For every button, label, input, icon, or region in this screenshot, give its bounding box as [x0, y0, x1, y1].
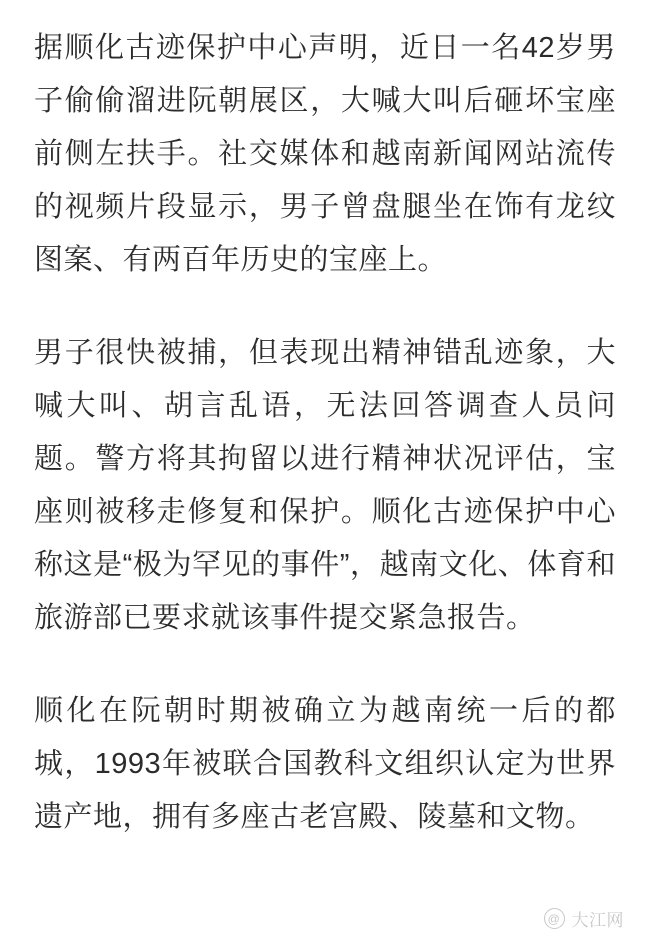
watermark — [544, 906, 625, 931]
article-paragraph: 据顺化古迹保护中心声明，近日一名42岁男子偷偷溜进阮朝展区，大喊大叫后砸坏宝座前侧左扶手。社交媒体和越南新闻网站流传的视频片段显示，男子曾盘腿坐在饰有龙纹图案、有两百年历史的宝座上。 — [34, 32, 616, 276]
article-paragraph: 顺化在阮朝时期被确立为越南统一后的都城，1993年被联合国教科文组织认定为世界遗产地，拥有多座古老宫殿、陵墓和文物。 — [34, 695, 616, 833]
watermark-label: 大江网 — [571, 911, 624, 930]
article-paragraph: 男子很快被捕，但表现出精神错乱迹象，大喊大叫、胡言乱语，无法回答调查人员问题。警方将其拘留以进行精神状况评估，宝座则被移走修复和保护。顺化古迹保护中心称这是“极为罕见的事件”，越南文化、体育和旅游部已要求就该事件提交紧急报告。 — [34, 337, 616, 634]
at-sign-icon: @ — [544, 908, 565, 929]
